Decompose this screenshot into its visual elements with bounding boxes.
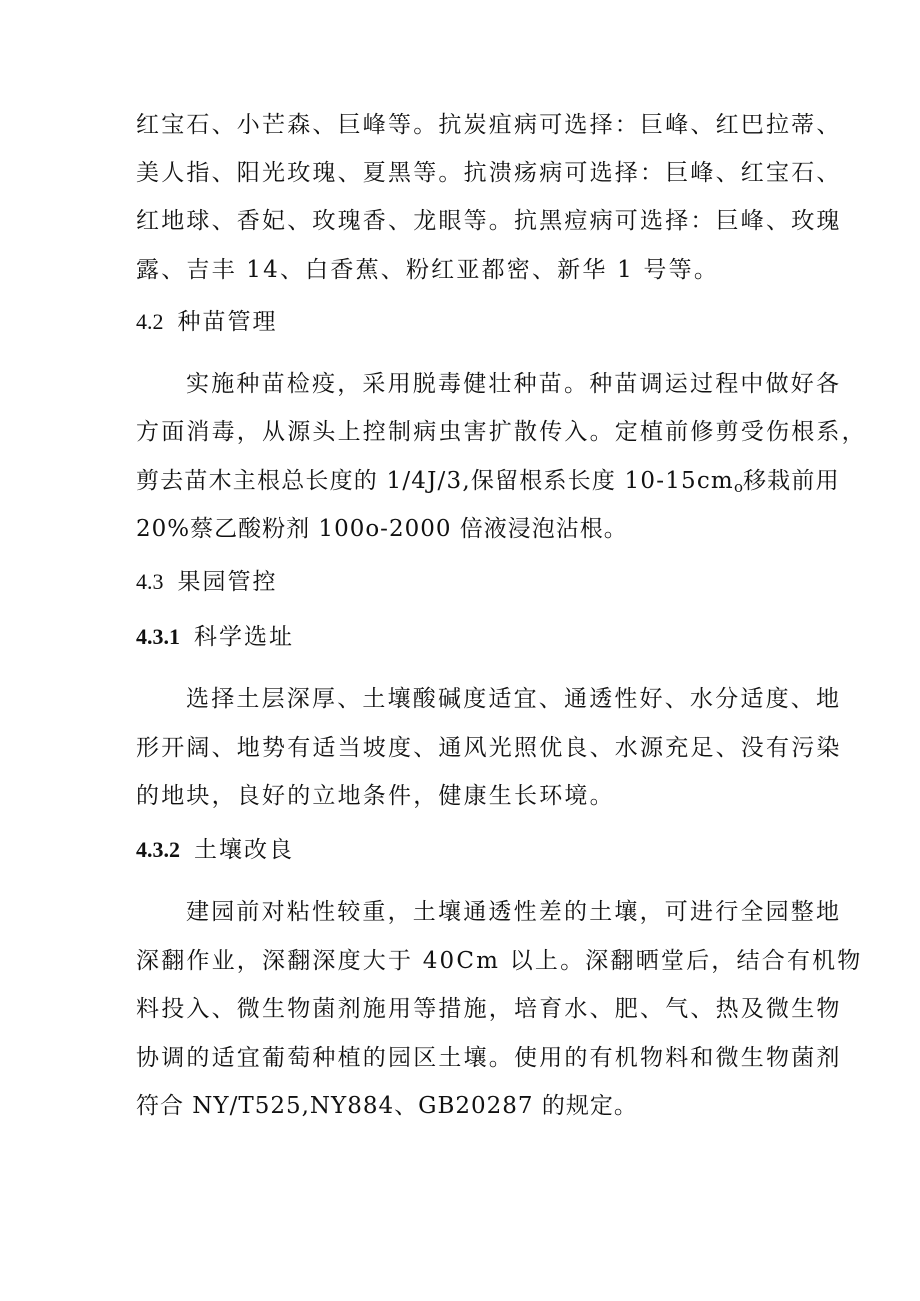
subsection-heading	[136, 835, 294, 865]
paragraph-line: 形开阔、地势有适当坡度、通风光照优良、水源充足、没有污染	[136, 735, 842, 761]
paragraph-line: 建园前对粘性较重，土壤通透性差的土壤，可进行全园整地	[186, 899, 842, 925]
line-text: 剪去苗木主根总长度的 1/4J/3,保留根系长度 10-15cm	[136, 468, 734, 494]
line-text: 移栽前用	[742, 468, 840, 494]
section-title: 土壤改良	[194, 837, 294, 863]
paragraph-line: 20%蔡乙酸粉剂 100o-2000 倍液浸泡沾根。	[136, 516, 628, 542]
paragraph-line: 协调的适宜葡萄种植的园区土壤。使用的有机物料和微生物菌剂	[136, 1045, 842, 1071]
section-title: 果园管控	[177, 569, 278, 595]
paragraph-line: 料投入、微生物菌剂施用等措施，培育水、肥、气、热及微生物	[136, 996, 842, 1022]
paragraph-line: 红宝石、小芒森、巨峰等。抗炭疽病可选择：巨峰、红巴拉蒂、	[136, 112, 842, 138]
subscript-o: o	[733, 478, 743, 496]
paragraph-line: 红地球、香妃、玫瑰香、龙眼等。抗黑痘病可选择：巨峰、玫瑰	[136, 208, 842, 234]
paragraph-line: 实施种苗检疫，采用脱毒健壮种苗。种苗调运过程中做好各	[186, 371, 842, 397]
section-heading	[136, 567, 278, 597]
paragraph-line: 的地块，良好的立地条件，健康生长环境。	[136, 783, 615, 809]
section-number: 4.2	[136, 309, 164, 334]
paragraph-line: 深翻作业，深翻深度大于 40Cm 以上。深翻晒堂后，结合有机物	[136, 948, 863, 974]
paragraph-line: 符合 NY/T525,NY884、GB20287 的规定。	[136, 1093, 638, 1119]
section-title: 科学选址	[194, 624, 294, 650]
paragraph-line: 美人指、阳光玫瑰、夏黑等。抗溃疡病可选择：巨峰、红宝石、	[136, 160, 842, 186]
subsection-heading	[136, 622, 294, 652]
section-title: 种苗管理	[177, 309, 278, 335]
paragraph-line: 露、吉丰 14、白香蕉、粉红亚都密、新华 1 号等。	[136, 257, 720, 283]
section-number: 4.3.2	[136, 837, 180, 862]
paragraph-line	[136, 466, 840, 502]
section-number: 4.3.1	[136, 624, 180, 649]
paragraph-line: 方面消毒，从源头上控制病虫害扩散传入。定植前修剪受伤根系，	[136, 419, 867, 445]
paragraph-line: 选择土层深厚、土壤酸碱度适宜、通透性好、水分适度、地	[186, 686, 842, 712]
section-number: 4.3	[136, 569, 164, 594]
section-heading	[136, 307, 278, 337]
